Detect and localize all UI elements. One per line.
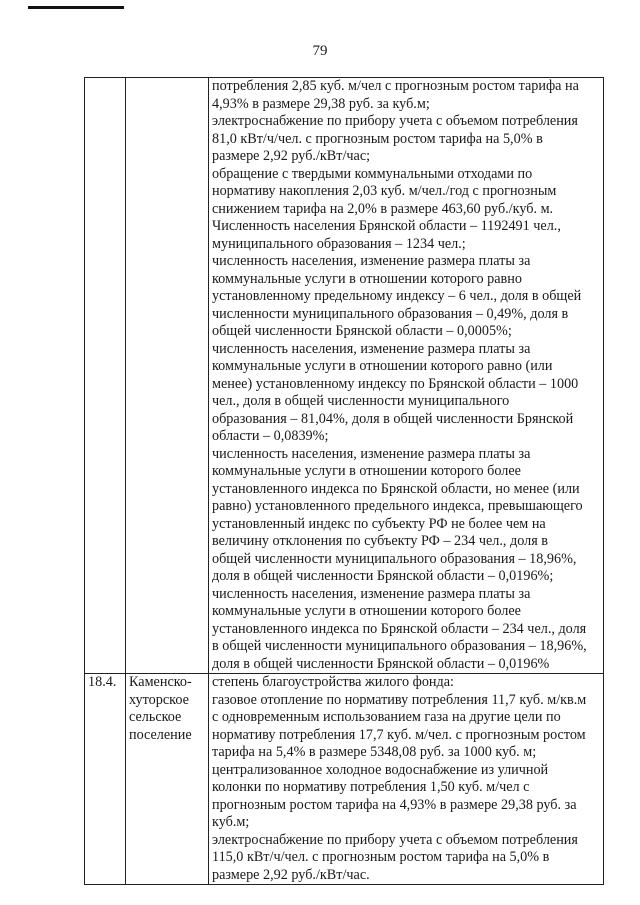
text-line: колонки по нормативу потребления 1,50 куб. м/чел с — [212, 779, 530, 795]
table-body — [85, 78, 604, 885]
text-line: равно) установленного предельного индекса, превышающего — [212, 498, 583, 514]
text-line: обращение с твердыми коммунальными отходами по — [212, 165, 533, 182]
text-line: в общей численности муниципального образования – 18,96%, — [212, 638, 587, 654]
text-line: электроснабжение по прибору учета с объемом потребления — [212, 113, 578, 129]
text-line: величину отклонения по субъекту РФ – 234 чел., доля в — [212, 533, 548, 549]
text-line: Численность населения Брянской области – 1192491 чел., — [212, 218, 561, 234]
text-line: прогнозным ростом тарифа на 4,93% в размере 29,38 руб. за — [212, 796, 577, 813]
text-line: муниципального образования – 1234 чел.; — [212, 235, 466, 252]
text-line: доля в общей численности Брянской области – 0,0196%; — [212, 568, 554, 584]
text-line: установленный индекс по субъекту РФ не более чем на — [212, 515, 546, 532]
settlements-table — [84, 77, 604, 885]
text-line: общей численности Брянской области – 0,0005%; — [212, 323, 512, 339]
settlement-name-cell — [126, 674, 209, 885]
text-line: размере 2,92 руб./кВт/час; — [212, 148, 371, 164]
settlement-name — [129, 674, 205, 744]
text-line: тарифа на 5,4% в размере 5348,08 руб. за 1000 куб. м; — [212, 744, 537, 760]
description-text — [212, 78, 600, 673]
text-line: 4,93% в размере 29,38 руб. за куб.м; — [212, 95, 430, 112]
text-line: с одновременным использованием газа на другие цели по — [212, 709, 561, 725]
text-line: куб.м; — [212, 814, 250, 830]
text-line: численность населения, изменение размера платы за — [212, 585, 531, 602]
text-line: менее) установленному индексу по Брянской области – 1000 — [212, 375, 579, 392]
text-line: степень благоустройства жилого фонда: — [212, 674, 454, 690]
header-rule — [28, 6, 124, 9]
text-line: нормативу потребления 17,7 куб. м/чел. с прогнозным ростом — [212, 726, 586, 743]
text-line: коммунальные услуги в отношении которого равно (или — [212, 358, 553, 374]
row-number-cell: 18.4. — [85, 674, 126, 885]
text-line: доля в общей численности Брянской области – 0,0196% — [212, 655, 550, 672]
text-line: 81,0 кВт/ч/чел. с прогнозным ростом тарифа на 5,0% в — [212, 130, 543, 147]
name-line: сельское — [129, 709, 182, 725]
text-line: общей численности муниципального образования – 18,96%, — [212, 550, 577, 567]
description-cell — [209, 78, 604, 674]
text-line: установленному предельному индексу – 6 чел., доля в общей — [212, 288, 582, 304]
text-line: численность населения, изменение размера платы за — [212, 340, 531, 357]
text-line: 115,0 кВт/ч/чел. с прогнозным ростом тарифа на 5,0% в — [212, 849, 550, 865]
name-line: Каменско- — [129, 674, 192, 690]
text-line: области – 0,0839%; — [212, 428, 329, 444]
text-line: чел., доля в общей численности муниципального — [212, 393, 510, 409]
text-line: коммунальные услуги в отношении которого более — [212, 603, 521, 619]
table-row — [85, 674, 604, 885]
text-line: снижением тарифа на 2,0% в размере 463,60 руб./куб. м. — [212, 200, 554, 217]
text-line: потребления 2,85 куб. м/чел с прогнозным ростом тарифа на — [212, 78, 579, 94]
settlement-name-cell — [126, 78, 209, 674]
text-line: численность населения, изменение размера платы за — [212, 445, 531, 462]
text-line: установленного индекса по Брянской области, но менее (или — [212, 480, 580, 497]
description-text — [212, 674, 600, 884]
text-line: численность населения, изменение размера платы за — [212, 253, 531, 269]
text-line: коммунальные услуги в отношении которого более — [212, 463, 521, 479]
text-line: централизованное холодное водоснабжение из уличной — [212, 761, 549, 778]
text-line: нормативу накопления 2,03 куб. м/чел./год с прогнозным — [212, 183, 557, 199]
text-line: электроснабжение по прибору учета с объемом потребления — [212, 831, 578, 848]
text-line: газовое отопление по нормативу потребления 11,7 куб. м/кв.м — [212, 691, 587, 708]
description-cell — [209, 674, 604, 885]
name-line: поселение — [129, 726, 192, 743]
text-line: коммунальные услуги в отношении которого равно — [212, 270, 522, 287]
row-number-cell — [85, 78, 126, 674]
table-row — [85, 78, 604, 674]
name-line: хуторское — [129, 691, 189, 708]
text-line: установленного индекса по Брянской области – 234 чел., доля — [212, 620, 587, 637]
page-number: 79 — [312, 43, 328, 59]
text-line: численности муниципального образования – 0,49%, доля в — [212, 305, 569, 322]
text-line: образования – 81,04%, доля в общей численности Брянской — [212, 410, 574, 427]
text-line: размере 2,92 руб./кВт/час. — [212, 866, 370, 883]
